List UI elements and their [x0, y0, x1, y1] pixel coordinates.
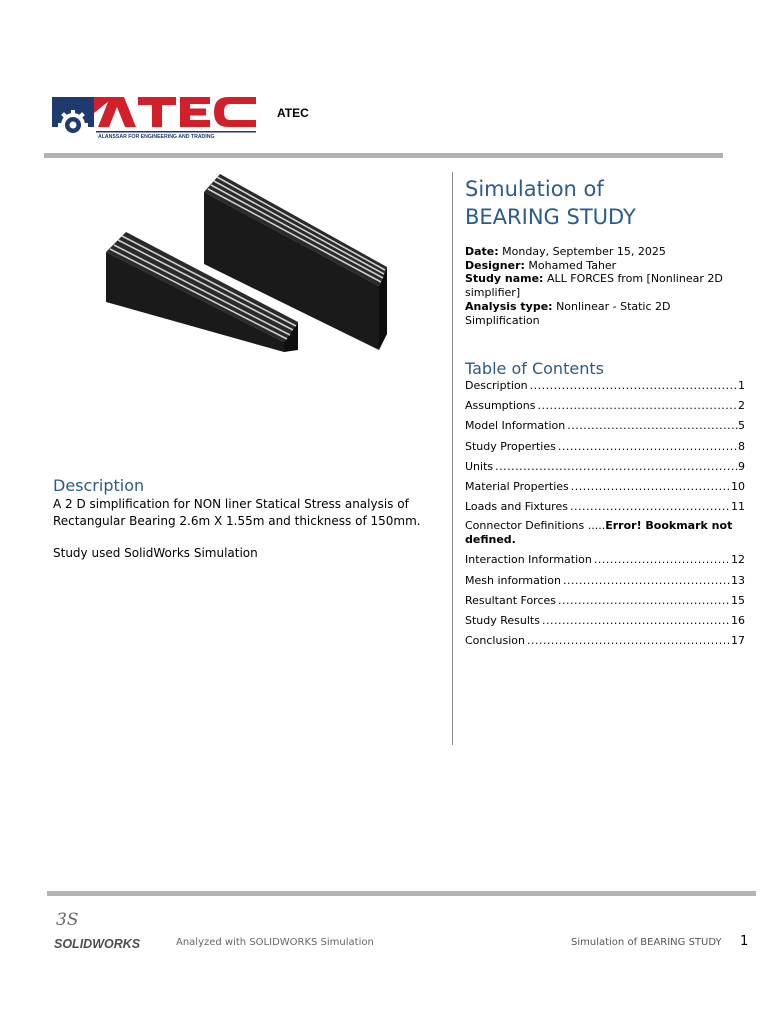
toc-item-connector-definitions[interactable]: Connector Definitions .....Error! Bookmark not defined. — [465, 519, 733, 546]
toc-leader-dots — [528, 378, 738, 393]
header-divider — [44, 153, 723, 158]
toc-item[interactable] — [465, 378, 745, 398]
toc-item[interactable] — [465, 552, 745, 572]
toc-item-page: 12 — [731, 553, 745, 567]
footer-analyzed-with: Analyzed with SOLIDWORKS Simulation — [176, 937, 374, 948]
logo-tagline: ALANSSAR FOR ENGINEERING AND TRADING — [98, 134, 215, 139]
toc-item-label: Description — [465, 379, 528, 392]
toc-leader-dots — [556, 593, 731, 608]
toc-item-page: 2 — [738, 399, 745, 413]
toc-item-page: 11 — [731, 500, 745, 514]
toc-item[interactable] — [465, 398, 745, 418]
toc-item[interactable] — [465, 593, 745, 613]
bearing-photo — [104, 172, 394, 352]
column-divider — [452, 172, 453, 745]
toc-item-label: Conclusion — [465, 634, 525, 648]
toc-leader-dots — [568, 499, 731, 514]
atec-logo — [52, 95, 258, 139]
toc-leader-dots — [525, 633, 731, 648]
toc-item-label: Loads and Fixtures — [465, 500, 568, 514]
company-name: ATEC — [277, 106, 309, 120]
toc-item-label: Study Properties — [465, 439, 556, 453]
toc-leader-dots — [540, 613, 731, 628]
study-info — [465, 245, 745, 327]
title-line-1: Simulation of — [465, 177, 604, 201]
info-date: Date: Monday, September 15, 2025 — [465, 245, 666, 258]
toc-heading: Table of Contents — [465, 359, 604, 378]
toc-item-label: Study Results — [465, 613, 540, 627]
toc-bookmark-error: Error! Bookmark not defined. — [465, 519, 733, 546]
description-heading: Description — [53, 476, 145, 495]
toc-item[interactable] — [465, 418, 745, 438]
info-analysis-type: Analysis type: Nonlinear - Static 2D Simplification — [465, 299, 671, 327]
description-body — [53, 496, 438, 562]
toc-leader-dots — [561, 573, 731, 588]
toc-leader-dots — [565, 418, 738, 433]
toc-item-label: Model Information — [465, 419, 566, 433]
toc-item[interactable] — [465, 479, 745, 499]
toc-item-label: Interaction Information — [465, 553, 592, 567]
toc-item-page: 13 — [731, 573, 745, 587]
footer-page-number: 1 — [740, 934, 749, 949]
description-tool: Study used SolidWorks Simulation — [53, 546, 258, 560]
toc-item-page: 17 — [731, 634, 745, 648]
toc-item-page: 16 — [731, 613, 745, 627]
toc-item-page: 10 — [731, 479, 745, 493]
toc-item[interactable] — [465, 613, 745, 633]
toc-leader-dots — [556, 439, 738, 454]
toc-item-label: Resultant Forces — [465, 593, 557, 607]
toc-item-page: 5 — [738, 419, 745, 433]
toc-item-page: 15 — [731, 593, 745, 607]
toc-item-page: 8 — [738, 439, 745, 453]
toc-item[interactable] — [465, 633, 745, 653]
title-line-2: BEARING STUDY — [465, 205, 636, 229]
info-study-name: Study name: ALL FORCES from [Nonlinear 2D simplifier] — [465, 272, 723, 300]
toc-item-label: Units — [465, 459, 494, 473]
info-designer: Designer: Mohamed Taher — [465, 258, 617, 272]
toc-item[interactable] — [465, 439, 745, 459]
table-of-contents — [465, 378, 745, 653]
solidworks-logo — [52, 905, 160, 953]
toc-item[interactable] — [465, 573, 745, 593]
toc-item[interactable] — [465, 499, 745, 519]
toc-leader-dots — [493, 459, 738, 474]
description-text: A 2 D simplification for NON liner Statical Stress analysis of Rectangular Bearing 2.6m X 1.55m and thickness of 150mm. — [53, 497, 421, 528]
toc-item-page: 9 — [738, 459, 745, 473]
toc-item-label: Mesh information — [465, 573, 561, 587]
footer-divider — [47, 891, 756, 896]
ds-mark-icon: 3S — [56, 910, 79, 930]
toc-leader-dots — [592, 552, 731, 567]
solidworks-wordmark: SOLIDWORKS — [54, 937, 141, 951]
toc-leader-dots — [569, 479, 731, 494]
footer-document-title: Simulation of BEARING STUDY — [571, 937, 722, 948]
toc-item[interactable] — [465, 459, 745, 479]
toc-item-label: Material Properties — [465, 479, 569, 493]
toc-leader-dots — [535, 398, 738, 413]
page-title — [465, 175, 755, 231]
toc-item-label: Assumptions — [465, 399, 536, 413]
toc-item-page: 1 — [738, 379, 745, 392]
